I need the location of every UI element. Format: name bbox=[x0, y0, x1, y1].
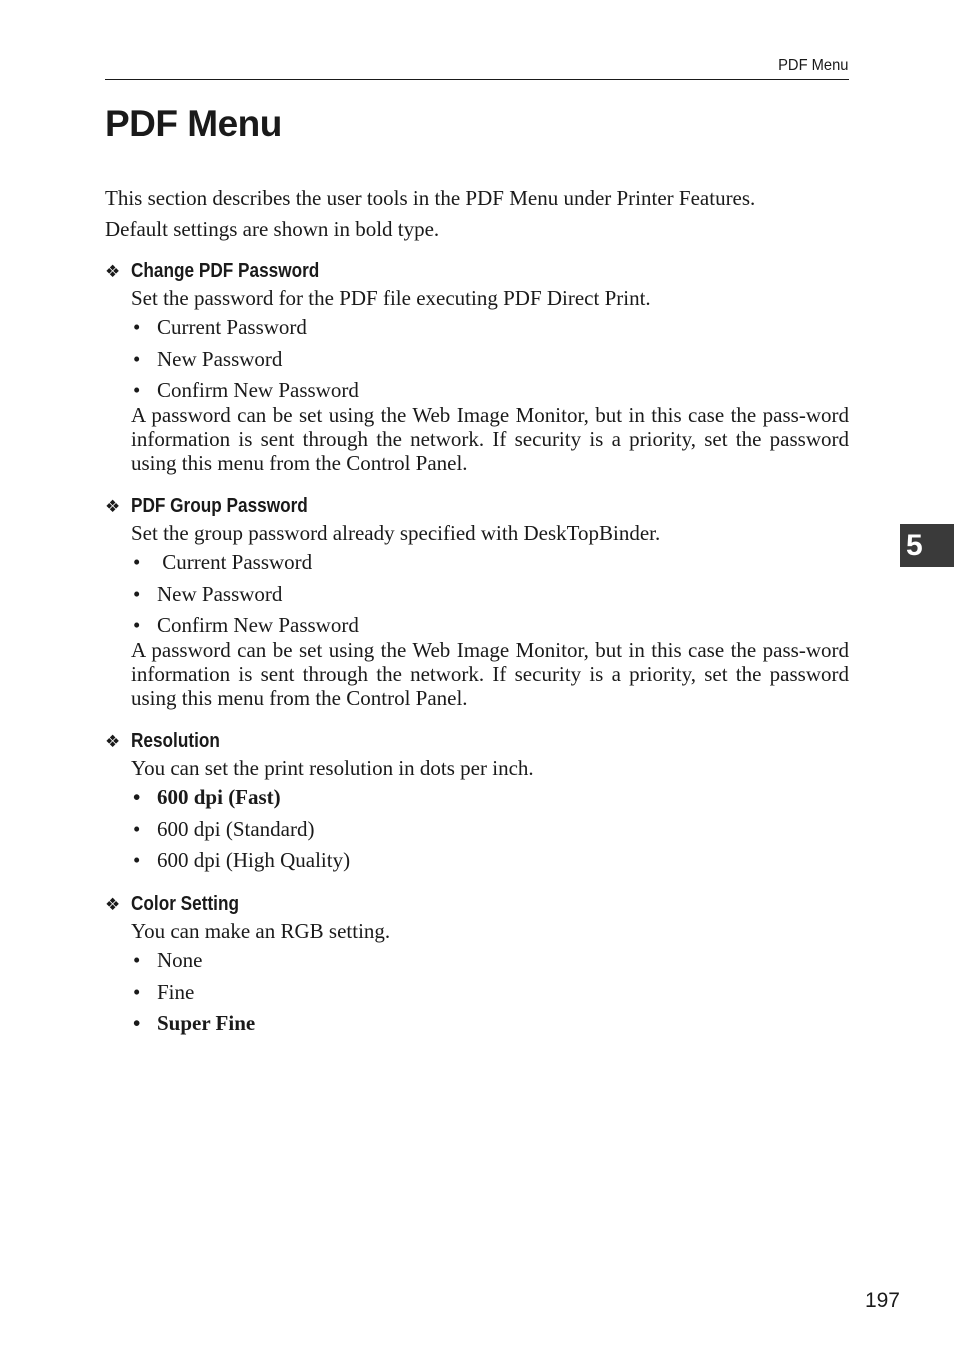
list-item-label: Fine bbox=[157, 979, 195, 1004]
list-item-label: 600 dpi (High Quality) bbox=[157, 848, 351, 872]
running-head: PDF Menu bbox=[777, 57, 848, 74]
section-body bbox=[131, 286, 849, 475]
section-lead: Set the password for the PDF file executing PDF Direct Print. bbox=[131, 286, 651, 310]
option-list bbox=[131, 547, 849, 642]
list-item bbox=[131, 945, 849, 977]
section-title: Resolution bbox=[131, 729, 220, 752]
bullet-icon: • bbox=[133, 550, 141, 574]
bullet-icon: • bbox=[133, 948, 141, 972]
bullet-icon: • bbox=[133, 848, 141, 872]
page-number: 197 bbox=[864, 1289, 900, 1312]
bullet-icon: • bbox=[133, 816, 141, 841]
section-pdf-group-password bbox=[105, 492, 849, 710]
bullet-icon: • bbox=[133, 315, 141, 339]
list-item-label: 600 dpi (Fast) bbox=[157, 785, 281, 809]
bullet-icon: • bbox=[133, 1011, 141, 1035]
section-color-setting bbox=[105, 890, 849, 1040]
intro-line-2: Default settings are shown in bold type. bbox=[105, 217, 440, 241]
section-lead: Set the group password already specified with DeskTopBinder. bbox=[131, 521, 661, 545]
list-item-label: Confirm New Password bbox=[157, 613, 359, 637]
list-item-label: Current Password bbox=[157, 315, 307, 339]
section-title: PDF Group Password bbox=[131, 494, 308, 517]
section-marker-icon: ❖ bbox=[105, 261, 121, 281]
list-item-default bbox=[131, 782, 849, 814]
list-item bbox=[131, 344, 849, 376]
section-heading bbox=[105, 890, 849, 918]
section-body bbox=[131, 919, 849, 1040]
list-item-label: 600 dpi (Standard) bbox=[157, 816, 315, 841]
option-list bbox=[131, 782, 849, 877]
list-item bbox=[131, 312, 849, 344]
header-rule bbox=[105, 79, 849, 80]
list-item-label: New Password bbox=[157, 581, 283, 606]
intro-line-1: This section describes the user tools in the PDF Menu under Printer Features. bbox=[105, 186, 756, 210]
list-item bbox=[131, 845, 849, 877]
section-resolution bbox=[105, 727, 849, 877]
section-body bbox=[131, 521, 849, 710]
list-item bbox=[131, 814, 849, 846]
option-list bbox=[131, 945, 849, 1040]
section-note: A password can be set using the Web Image Monitor, but in this case the pass-word information is sent through the network. If security is a priority, set the password using this menu from the Control Panel. bbox=[131, 402, 849, 475]
list-item-default bbox=[131, 1008, 849, 1040]
list-item bbox=[131, 579, 849, 611]
section-lead: You can set the print resolution in dots per inch. bbox=[131, 756, 534, 780]
section-body bbox=[131, 756, 849, 877]
list-item-label: New Password bbox=[157, 346, 283, 371]
list-item-label: Super Fine bbox=[157, 1011, 256, 1035]
section-heading bbox=[105, 257, 849, 285]
section-title: Change PDF Password bbox=[131, 259, 320, 282]
bullet-icon: • bbox=[133, 378, 141, 402]
section-heading bbox=[105, 727, 849, 755]
bullet-icon: • bbox=[133, 979, 141, 1004]
list-item bbox=[131, 977, 849, 1009]
section-marker-icon: ❖ bbox=[105, 731, 121, 751]
section-heading bbox=[105, 492, 849, 520]
page-title: PDF Menu bbox=[105, 103, 282, 144]
section-lead: You can make an RGB setting. bbox=[131, 919, 391, 943]
bullet-icon: • bbox=[133, 785, 141, 809]
chapter-tab: 5 bbox=[900, 524, 954, 567]
list-item-label: Current Password bbox=[157, 550, 313, 574]
bullet-icon: • bbox=[133, 346, 141, 371]
list-item bbox=[131, 547, 849, 579]
section-marker-icon: ❖ bbox=[105, 894, 121, 914]
list-item-label: None bbox=[157, 948, 203, 972]
section-note: A password can be set using the Web Image Monitor, but in this case the pass-word information is sent through the network. If security is a priority, set the password using this menu from the Control Panel. bbox=[131, 637, 849, 710]
section-marker-icon: ❖ bbox=[105, 496, 121, 516]
option-list bbox=[131, 312, 849, 407]
section-title: Color Setting bbox=[131, 892, 239, 915]
bullet-icon: • bbox=[133, 613, 141, 637]
bullet-icon: • bbox=[133, 581, 141, 606]
section-change-pdf-password bbox=[105, 257, 849, 475]
list-item-label: Confirm New Password bbox=[157, 378, 359, 402]
intro-paragraph bbox=[105, 183, 849, 245]
